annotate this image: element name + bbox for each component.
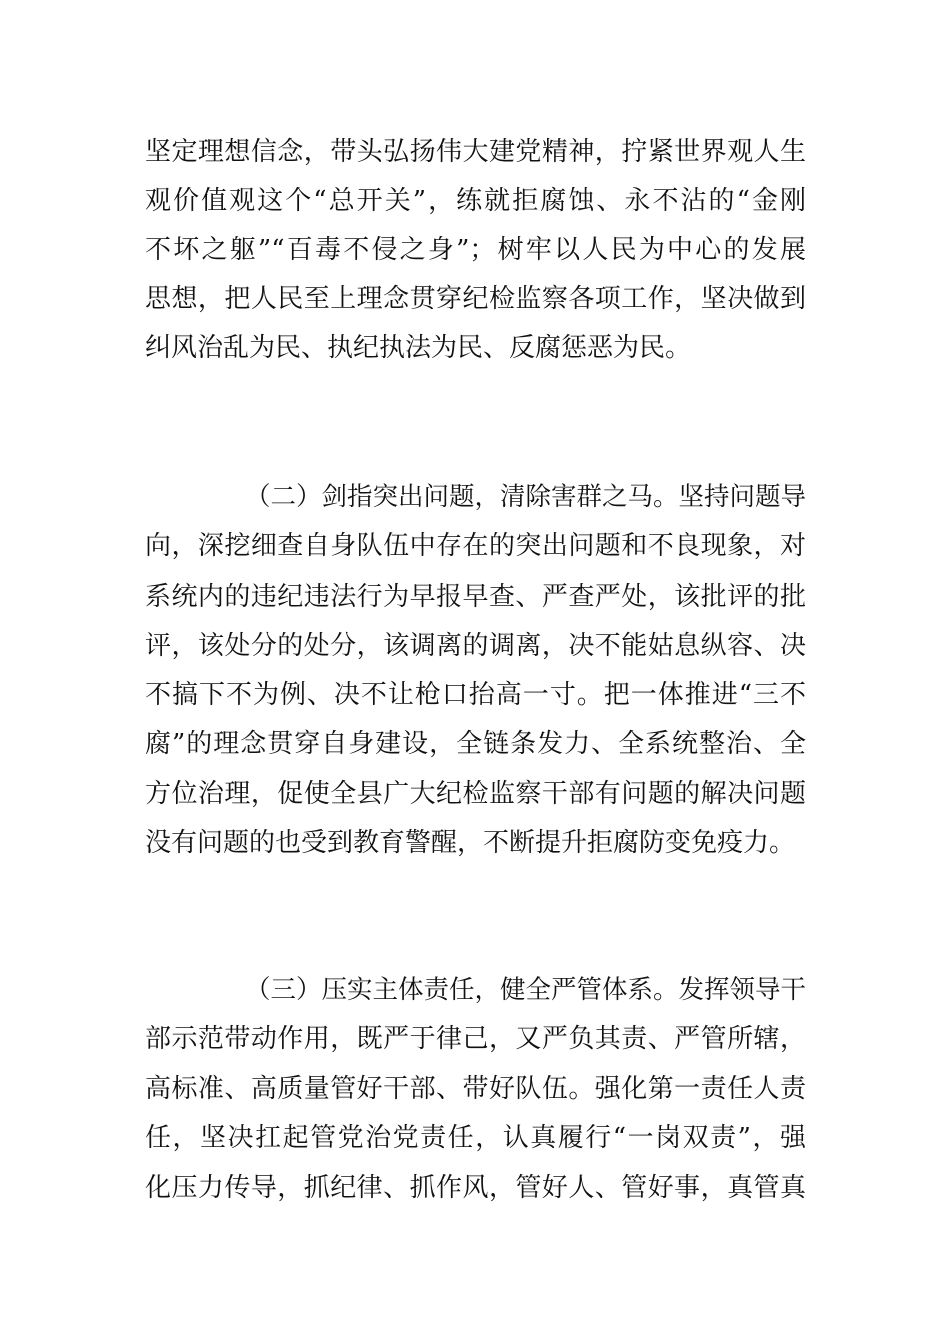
- text-line-content: 观价值观这个“总开关”，练就拒腐蚀、永不沾的“金刚: [145, 186, 806, 216]
- text-line-content: （三）压实主体责任，健全严管体系。发挥领导干: [245, 975, 807, 1005]
- text-line-content: 任，坚决扛起管党治党责任，认真履行“一岗双责”，强: [145, 1123, 806, 1153]
- text-line: [0, 128, 950, 177]
- text-line: [0, 1065, 950, 1114]
- text-line-content: 不搞下不为例、决不让枪口抬高一寸。把一体推进“三不: [145, 680, 806, 710]
- text-line-content: （二）剑指突出问题，清除害群之马。坚持问题导: [245, 482, 807, 512]
- text-line-content: 化压力传导，抓纪律、抓作风，管好人、管好事，真管真: [145, 1173, 806, 1203]
- text-line-content: 方位治理，促使全县广大纪检监察干部有问题的解决问题: [145, 779, 806, 809]
- text-line: [0, 819, 950, 868]
- text-line-content: 没有问题的也受到教育警醒，不断提升拒腐防变免疫力。: [145, 828, 796, 858]
- text-line: [0, 1114, 950, 1163]
- text-line-content: 向，深挖细查自身队伍中存在的突出问题和不良现象，对: [145, 531, 806, 561]
- text-line: [0, 275, 950, 324]
- text-line: [0, 622, 950, 671]
- text-line-content: 高标准、高质量管好干部、带好队伍。强化第一责任人责: [145, 1074, 806, 1104]
- text-line: [0, 177, 950, 226]
- text-line-content: 部示范带动作用，既严于律己，又严负其责、严管所辖，: [145, 1024, 806, 1054]
- text-line: [0, 324, 950, 373]
- text-line: [0, 1164, 950, 1213]
- text-line-first: [0, 473, 950, 522]
- text-line: [0, 720, 950, 769]
- text-line-content: 纠风治乱为民、执纪执法为民、反腐惩恶为民。: [145, 333, 692, 363]
- text-line-content: 坚定理想信念，带头弘扬伟大建党精神，拧紧世界观人生: [145, 137, 806, 167]
- text-line-content: 腐”的理念贯穿自身建设，全链条发力、全系统整治、全: [145, 729, 806, 759]
- text-line-content: 评，该处分的处分，该调离的调离，决不能姑息纵容、决: [145, 631, 806, 661]
- text-line: [0, 770, 950, 819]
- text-line-content: 不坏之躯”“百毒不侵之身”；树牢以人民为中心的发展: [145, 235, 806, 265]
- text-line: [0, 573, 950, 622]
- text-line: [0, 522, 950, 571]
- text-line: [0, 226, 950, 275]
- text-line: [0, 671, 950, 720]
- text-line-content: 思想，把人民至上理念贯穿纪检监察各项工作，坚决做到: [145, 284, 806, 314]
- text-line-first: [0, 966, 950, 1015]
- text-line-content: 系统内的违纪违法行为早报早查、严查严处，该批评的批: [145, 582, 806, 612]
- text-line: [0, 1015, 950, 1064]
